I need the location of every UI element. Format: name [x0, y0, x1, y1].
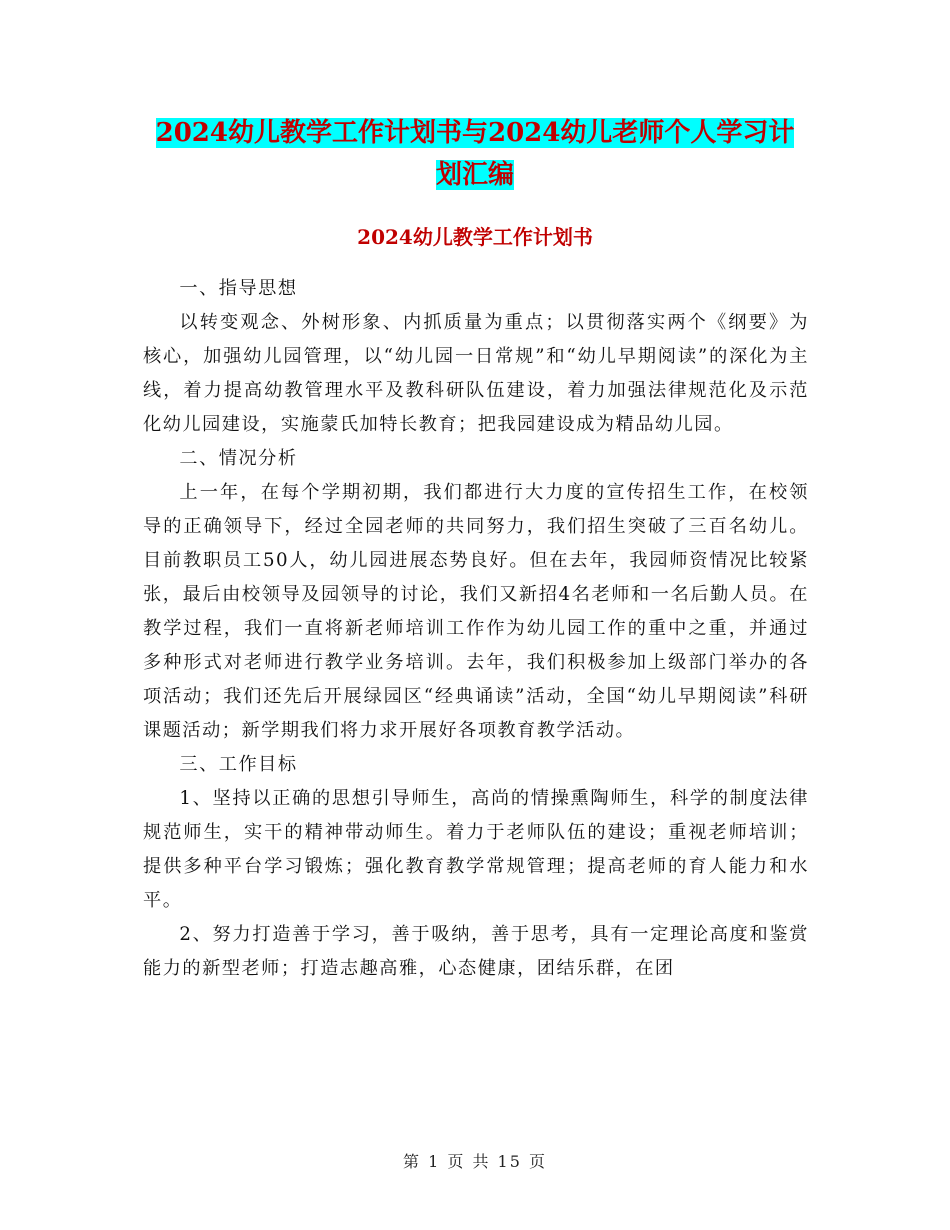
- document-title: [0, 112, 950, 196]
- page-footer: 第 1 页 共 15 页: [403, 1152, 547, 1171]
- paragraph-goal-2: 2、努力打造善于学习，善于吸纳，善于思考，具有一定理论高度和鉴赏能力的新型老师；打造志趣高雅，心态健康，团结乐群，在团: [143, 924, 809, 979]
- paragraph-guiding-thought: 以转变观念、外树形象、内抓质量为重点；以贯彻落实两个《纲要》为核心，加强幼儿园管理，以“幼儿园一日常规”和“幼儿早期阅读”的深化为主线，着力提高幼教管理水平及教科研队伍建设，着力加强法律规范化及示范化幼儿园建设，实施蒙氏加特长教育；把我园建设成为精品幼儿园。: [143, 312, 809, 435]
- paragraph-situation-analysis: 上一年，在每个学期初期，我们都进行大力度的宣传招生工作，在校领导的正确领导下，经过全园老师的共同努力，我们招生突破了三百名幼儿。目前教职员工50人，幼儿园进展态势良好。但在去年，我园师资情况比较紧张，最后由校领导及园领导的讨论，我们又新招4名老师和一名后勤人员。在教学过程，我们一直将新老师培训工作作为幼儿园工作的重中之重，并通过多种形式对老师进行教学业务培训。去年，我们积极参加上级部门举办的各项活动；我们还先后开展绿园区“经典诵读”活动，全国“幼儿早期阅读”科研课题活动；新学期我们将力求开展好各项教育教学活动。: [143, 482, 809, 741]
- title-line-1: 2024幼儿教学工作计划书与2024幼儿老师个人学习计: [155, 118, 795, 148]
- heading-work-goals: 三、工作目标: [179, 754, 298, 775]
- document-body: [143, 272, 809, 986]
- paragraph-goal-1: 1、坚持以正确的思想引导师生，高尚的情操熏陶师生，科学的制度法律规范师生，实干的精神带动师生。着力于老师队伍的建设；重视老师培训；提供多种平台学习锻炼；强化教育教学常规管理；提高老师的育人能力和水平。: [143, 788, 809, 911]
- section-title: 2024幼儿教学工作计划书: [357, 225, 593, 249]
- heading-guiding-thought: 一、指导思想: [179, 278, 298, 299]
- title-line-2: 划汇编: [435, 160, 514, 190]
- heading-situation-analysis: 二、情况分析: [179, 448, 298, 469]
